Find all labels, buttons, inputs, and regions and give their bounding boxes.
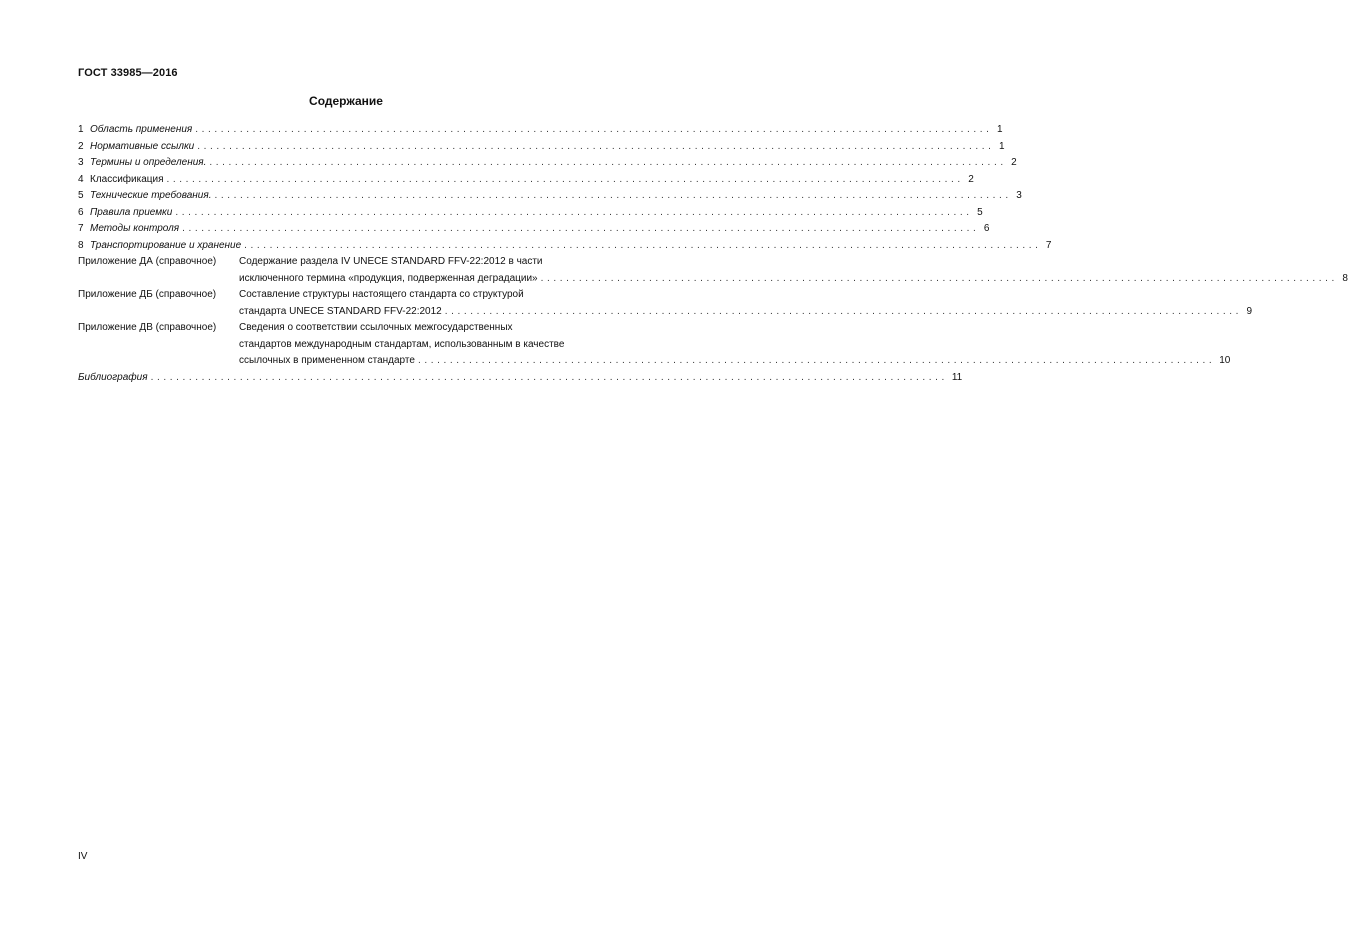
toc-entry-page: 2 [1011, 157, 1017, 168]
page-number: IV [78, 851, 88, 862]
table-of-contents [78, 122, 1348, 386]
toc-entry-number: 7 [78, 223, 84, 234]
annex-title-line: Содержание раздела IV UNECE STANDARD FFV-22:2012 в части [239, 256, 543, 267]
toc-annex-db[interactable] [78, 287, 1253, 320]
annex-title-line-last [239, 353, 1231, 370]
toc-entry-number: 4 [78, 173, 84, 185]
toc-entry-7[interactable] [78, 221, 990, 238]
annex-label: Приложение ДА (справочное) [78, 256, 217, 267]
toc-entry-page: 11 [951, 371, 963, 383]
toc-entry-label: Методы контроля [90, 223, 180, 234]
toc-entry-page: 6 [983, 223, 990, 234]
toc-entry-page: 2 [968, 173, 974, 185]
annex-title-line: стандарта UNECE STANDARD FFV-22:2012 [239, 305, 442, 317]
toc-entry-4[interactable] [78, 172, 974, 189]
toc-entry-number: 8 [78, 239, 84, 251]
toc-entry-number: 5 [78, 190, 84, 201]
standard-designation: ГОСТ 33985—2016 [78, 67, 178, 79]
toc-entry-number: 2 [78, 140, 84, 152]
toc-entry-1[interactable] [78, 122, 1003, 139]
annex-title-line: исключенного термина «продукция, подверженная деградации» [239, 272, 538, 284]
toc-entry-number: 3 [78, 157, 84, 168]
dot-leader: ............................................................................................................................. [182, 223, 980, 234]
toc-entry-bibliography[interactable] [78, 370, 963, 387]
annex-title [239, 287, 1253, 320]
toc-entry-label: Правила приемки [90, 206, 173, 218]
annex-label: Приложение ДБ (справочное) [78, 289, 217, 300]
annex-title-line [239, 337, 614, 354]
dot-leader: ............................................................................................................................. [417, 355, 1216, 366]
annex-title-line-text: стандартов международным стандартам, использованным в качестве [239, 338, 565, 350]
toc-annex-dv[interactable] [78, 320, 1231, 370]
dot-leader: ............................................................................................................................. [197, 140, 995, 152]
toc-entry-6[interactable] [78, 205, 983, 222]
toc-entry-page: 1 [998, 140, 1005, 152]
toc-entry-label: Классификация [90, 173, 164, 185]
toc-entry-page: 8 [1342, 272, 1348, 284]
dot-leader: ............................................................................................................................. [444, 305, 1243, 317]
annex-label: Приложение ДВ (справочное) [78, 322, 217, 333]
toc-entry-page: 1 [997, 124, 1003, 135]
toc-entry-label: Транспортирование и хранение [90, 239, 242, 251]
toc-entry-number: 1 [78, 124, 84, 135]
toc-entry-label: Нормативные ссылки [90, 140, 195, 152]
annex-title-line-last [239, 304, 1253, 321]
toc-entry-page: 3 [1016, 190, 1022, 201]
annex-title-line: Составление структуры настоящего стандарта со структурой [239, 289, 524, 300]
dot-leader: ............................................................................................................................. [150, 371, 948, 383]
toc-entry-label: Область применения [90, 124, 193, 135]
dot-leader: ............................................................................................................................. [166, 173, 964, 185]
toc-entry-label: Технические требования. [90, 190, 212, 201]
toc-entry-5[interactable] [78, 188, 1022, 205]
toc-entry-label: Термины и определения. [90, 157, 207, 168]
toc-annex-da[interactable] [78, 254, 1348, 287]
toc-entry-2[interactable] [78, 139, 1005, 156]
annex-title-line: Сведения о соответствии ссылочных межгосударственных [239, 322, 513, 333]
dot-leader: ............................................................................................................................. [209, 157, 1007, 168]
dot-leader: ............................................................................................................................. [214, 190, 1012, 201]
toc-entry-3[interactable] [78, 155, 1017, 172]
annex-title-line: ссылочных в примененном стандарте [239, 355, 415, 366]
toc-entry-number: 6 [78, 206, 84, 218]
toc-entry-page: 7 [1045, 239, 1052, 251]
annex-title [239, 254, 1348, 287]
dot-leader: ............................................................................................................................. [175, 206, 973, 218]
dot-leader: ............................................................................................................................. [244, 239, 1042, 251]
toc-title: Содержание [309, 94, 383, 108]
toc-entry-page: 5 [977, 206, 983, 218]
toc-entry-8[interactable] [78, 238, 1052, 255]
annex-title [239, 320, 1231, 370]
dot-leader: ............................................................................................................................. [195, 124, 993, 135]
annex-title-line-last [239, 271, 1348, 288]
toc-entry-page: 10 [1219, 355, 1231, 366]
toc-entry-label: Библиография [78, 371, 148, 383]
dot-leader: ............................................................................................................................. [540, 272, 1338, 284]
toc-entry-page: 9 [1246, 305, 1253, 317]
